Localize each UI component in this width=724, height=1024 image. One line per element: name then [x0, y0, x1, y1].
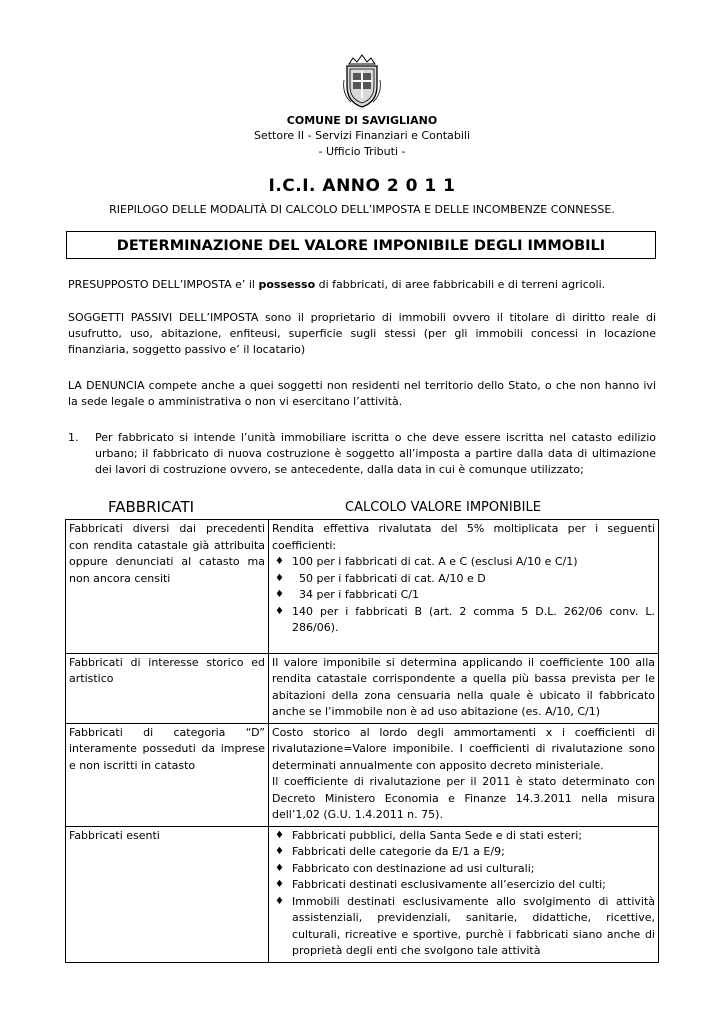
table-row — [66, 723, 659, 826]
row1-intro: Rendita effettiva rivalutata del 5% moltiplicata per i seguenti coefficienti: — [272, 522, 655, 552]
diamond-bullet-icon: ♦ — [275, 846, 284, 857]
document-subtitle: RIEPILOGO DELLE MODALITÀ DI CALCOLO DELL’IMPOSTA E DELLE INCOMBENZE CONNESSE. — [109, 203, 615, 216]
table-row — [66, 653, 659, 723]
row3-text-1: Costo storico al lordo degli ammortamenti x i coefficienti di rivalutazione=Valore imponibile. I coefficienti di rivalutazione sono determinati annualmente con apposito decreto ministeriale. — [272, 725, 655, 772]
fabbricati-table — [65, 519, 659, 963]
paragraph-denuncia: LA DENUNCIA compete anche a quei soggetti non residenti nel territorio dello Stato, o che non hanno ivi la sede legale o amministrativa o non vi esercitano l’attività. — [68, 379, 656, 408]
diamond-bullet-icon: ♦ — [275, 605, 284, 617]
document-title: I.C.I. ANNO 2 0 1 1 — [268, 176, 456, 196]
list-item: ♦ 50 per i fabbricati di cat. A/10 e D — [272, 571, 655, 588]
exempt-list — [272, 828, 655, 960]
item-number: 1. — [68, 431, 79, 444]
diamond-bullet-icon: ♦ — [275, 895, 284, 907]
settore-line: Settore II - Servizi Finanziari e Contabili — [253, 129, 471, 142]
list-item: ♦ 34 per i fabbricati C/1 — [272, 587, 655, 604]
coat-of-arms-emblem — [341, 50, 383, 110]
p1-text-start: PRESUPPOSTO DELL’IMPOSTA e’ il — [68, 278, 259, 291]
diamond-bullet-icon: ♦ — [275, 556, 284, 567]
row2-left-cell: Fabbricati di interesse storico ed artistico — [66, 653, 269, 723]
diamond-bullet-icon: ♦ — [275, 862, 284, 874]
list-item: ♦ Immobili destinati esclusivamente allo svolgimento di attività assistenziali, previdenziali, sanitarie, didattiche, ricettive, culturali, ricreative e sportive, purchè i fabbricati siano anche di proprietà degli enti che svolgono tale attività — [275, 894, 655, 957]
item-text: Per fabbricato si intende l’unità immobiliare iscritta o che deve essere iscritta nel catasto edilizio urbano; il fabbricato di nuova costruzione è soggetto all’imposta a partire dalla data di ultimazione dei lavori di costruzione ovvero, se antecedente, dalla data in cui è comunque utilizzato; — [95, 431, 656, 476]
p1-bold-word: possesso — [258, 278, 316, 291]
ufficio-line: - Ufficio Tributi - — [318, 145, 406, 158]
list-item: ♦ 140 per i fabbricati B (art. 2 comma 5 D.L. 262/06 conv. L. 286/06). — [275, 604, 655, 634]
p1-text-end: di fabbricati, di aree fabbricabili e di terreni agricoli. — [315, 278, 606, 291]
row3-text-2: Il coefficiente di rivalutazione per il 2011 è stato determinato con Decreto Ministero Economia e Finanze 14.3.2011 nella misura dell’1,02 (G.U. 1.4.2011 n. 75). — [272, 775, 655, 821]
list-item: ♦ Fabbricati delle categorie da E/1 a E/9; — [272, 844, 655, 861]
row4-left-cell: Fabbricati esenti — [66, 826, 269, 962]
row4-right-cell — [269, 826, 659, 962]
list-item: ♦ Fabbricati destinati esclusivamente all’esercizio del culti; — [272, 877, 655, 894]
section-heading-fabbricati: FABBRICATI — [108, 498, 195, 516]
diamond-bullet-icon: ♦ — [275, 572, 284, 584]
row3-right-cell — [269, 723, 659, 826]
diamond-bullet-icon: ♦ — [275, 829, 284, 841]
section-heading-calcolo: CALCOLO VALORE IMPONIBILE — [345, 500, 541, 515]
table-row — [66, 520, 659, 654]
comune-name: COMUNE DI SAVIGLIANO — [286, 114, 438, 127]
paragraph-presupposto — [68, 277, 656, 293]
diamond-bullet-icon: ♦ — [275, 589, 284, 600]
paragraph-soggetti-passivi: SOGGETTI PASSIVI DELL’IMPOSTA sono il proprietario di immobili ovvero il titolare di diritto reale di usufrutto, uso, abitazione, enfiteusi, superficie sugli stessi (per gli immobili concessi in locazione finanziaria, soggetto passivo e’ il locatario) — [68, 311, 656, 356]
table-row — [66, 826, 659, 962]
row3-left-cell: Fabbricati di categoria “D” interamente posseduti da imprese e non iscritti in catasto — [66, 723, 269, 826]
list-item: ♦ 100 per i fabbricati di cat. A e C (esclusi A/10 e C/1) — [272, 554, 655, 571]
list-item: ♦ Fabbricato con destinazione ad usi culturali; — [272, 861, 655, 878]
boxed-section-title: DETERMINAZIONE DEL VALORE IMPONIBILE DEGLI IMMOBILI — [66, 231, 656, 259]
row1-left-cell: Fabbricati diversi dai precedenti con rendita catastale già attribuita oppure denunciati al catasto ma non ancora censiti — [66, 520, 269, 654]
coefficient-list — [272, 554, 655, 651]
diamond-bullet-icon: ♦ — [275, 879, 284, 890]
list-item: ♦ Fabbricati pubblici, della Santa Sede e di stati esteri; — [272, 828, 655, 845]
row1-right-cell — [269, 520, 659, 654]
row2-right-cell: Il valore imponibile si determina applicando il coefficiente 100 alla rendita catastale corrispondente a quella più bassa prevista per le abitazioni della zona censuaria nella quale è ubicato il fabbricato anche se l’immobile non è ad uso abitazione (es. A/10, C/1) — [269, 653, 659, 723]
